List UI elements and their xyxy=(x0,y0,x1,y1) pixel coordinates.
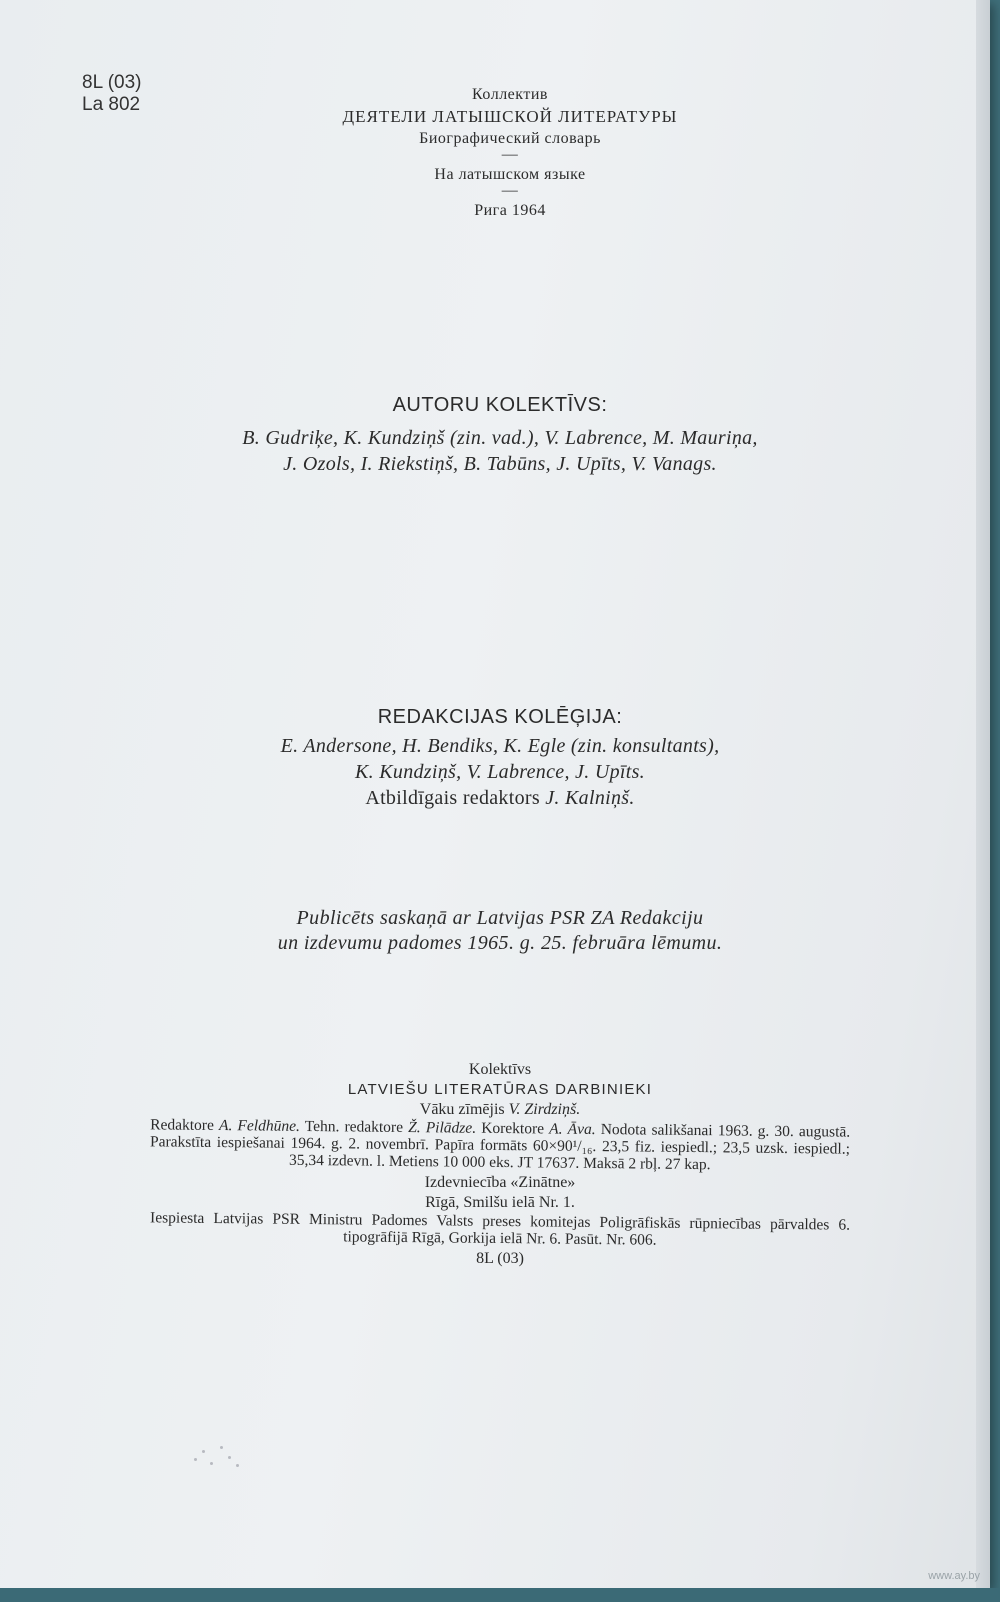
publisher-name: Izdevniecība «Zinātne» xyxy=(424,1174,576,1191)
faint-stamp-mark xyxy=(190,1440,250,1470)
editors-line-1: E. Andersone, H. Bendiks, K. Egle (zin. konsultants), xyxy=(280,735,720,757)
editors-heading: REDAKCIJAS KOLĒĢIJA: xyxy=(377,706,623,728)
ru-city-year: Рига 1964 xyxy=(474,202,546,219)
cover-artist-label: Vāku zīmējis xyxy=(419,1101,505,1118)
editors-line-2: K. Kundziņš, V. Labrence, J. Upīts. xyxy=(355,761,645,783)
authors-section xyxy=(0,394,1000,477)
background-surface xyxy=(0,1588,1000,1602)
publication-note xyxy=(0,906,1000,956)
cover-artist-name: V. Zirdziņš. xyxy=(508,1101,581,1118)
imprint-collective: Kolektīvs xyxy=(468,1061,532,1078)
tech-editor-label: Tehn. redaktore xyxy=(304,1117,404,1136)
latvian-imprint xyxy=(0,1060,1000,1269)
editors-line-3 xyxy=(0,785,1000,811)
publisher-address: Rīgā, Smilšu ielā Nr. 1. xyxy=(425,1194,575,1211)
publication-note-line-2: un izdevumu padomes 1965. g. 25. februāra lēmumu. xyxy=(277,932,723,954)
site-watermark: www.ay.by xyxy=(928,1570,980,1582)
editor-name: A. Feldhūne. xyxy=(218,1117,300,1135)
ru-language: На латышском языке xyxy=(434,166,586,183)
imprint-title: LATVIEŠU LITERATŪRAS DARBINIEKI xyxy=(347,1081,653,1098)
publication-note-line-1: Publicēts saskaņā ar Latvijas PSR ZA Redakciju xyxy=(296,907,704,929)
imprint-details xyxy=(150,1116,850,1174)
print-details: Nodota salikšanai 1963. g. 30. augustā. Parakstīta iespiešanai 1964. g. 2. novembrī. Papīra formāts 60×90¹/₁₆. 23,5 fiz. iespiedl.; 23,5 uzsk. iespiedl.; 35,34 izdevn. l. Metiens 10 000 eks. JT 17637. Maksā 2 rbļ. 27 kap. xyxy=(149,1121,851,1174)
editor-label: Redaktore xyxy=(150,1116,214,1135)
authors-line-2: J. Ozols, I. Riekstiņš, B. Tabūns, J. Upīts, V. Vanags. xyxy=(283,453,717,475)
ru-dash-1: — xyxy=(501,146,519,163)
authors-heading: AUTORU KOLEKTĪVS: xyxy=(392,394,608,416)
authors-line-1: B. Gudriķe, K. Kundziņš (zin. vad.), V. Labrence, M. Mauriņa, xyxy=(242,427,758,449)
ru-dash-2: — xyxy=(501,182,519,199)
printer-info: Iespiesta Latvijas PSR Ministru Padomes Valsts preses komitejas Poligrāfiskās rūpniecības pārvaldes 6. tipogrāfijā Rīgā, Gorkija ielā Nr. 6. Pasūt. Nr. 606. xyxy=(150,1209,851,1249)
call-number-line2: La 802 xyxy=(82,94,141,115)
call-number-line1: 8L (03) xyxy=(82,72,142,93)
ru-subtitle: Биографический словарь xyxy=(419,130,601,147)
proofreader-label: Korektore xyxy=(481,1119,545,1138)
chief-editor-label: Atbildīgais redaktors xyxy=(365,787,540,809)
imprint-code: 8L (03) xyxy=(476,1250,524,1267)
editors-section xyxy=(0,706,1000,811)
russian-imprint xyxy=(10,84,1000,222)
proofreader-name: A. Āva. xyxy=(549,1120,596,1139)
ru-title: ДЕЯТЕЛИ ЛАТЫШСКОЙ ЛИТЕРАТУРЫ xyxy=(342,107,678,126)
chief-editor-name: J. Kalniņš. xyxy=(545,787,635,809)
ru-collective: Коллектив xyxy=(472,86,548,103)
tech-editor-name: Ž. Pilādze. xyxy=(408,1119,477,1137)
